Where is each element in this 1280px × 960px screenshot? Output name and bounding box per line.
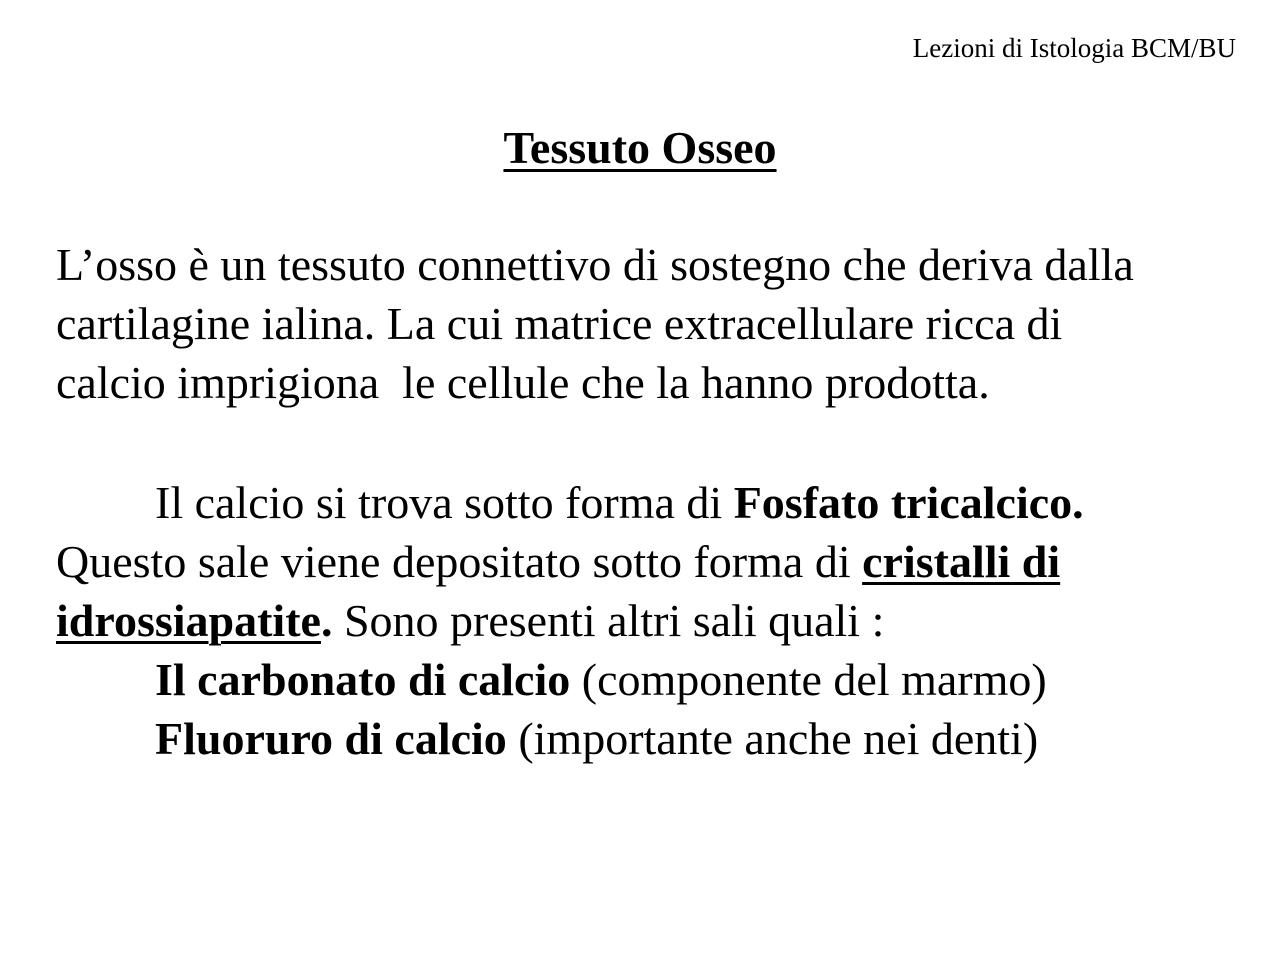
salt-name: Fluoruro di calcio bbox=[155, 713, 507, 764]
intro-line-1: L’osso è un tessuto connettivo di sostegno che deriva dalla bbox=[56, 239, 1134, 290]
salt-note: (componente del marmo) bbox=[570, 654, 1047, 705]
calcium-line-1 bbox=[56, 473, 1256, 532]
calcium-line-1-text: Il calcio si trova sotto forma di bbox=[155, 477, 734, 528]
salt-note: (importante anche nei denti) bbox=[506, 713, 1039, 764]
calcium-paragraph bbox=[56, 473, 1256, 768]
course-header: Lezioni di Istologia BCM/BU bbox=[912, 33, 1236, 63]
slide-title-text: Tessuto Osseo bbox=[503, 122, 777, 173]
calcium-line-2-text: Questo sale viene depositato sotto forma di bbox=[56, 536, 863, 587]
idrossiapatite-period: . bbox=[320, 595, 333, 646]
idrossiapatite-term: idrossiapatite bbox=[56, 595, 321, 646]
intro-line-3: calcio imprigiona le cellule che la hanno prodotta. bbox=[56, 357, 990, 408]
calcium-line-3-text: Sono presenti altri sali quali : bbox=[332, 595, 885, 646]
cristalli-term: cristalli di bbox=[862, 536, 1061, 587]
intro-line-2: cartilagine ialina. La cui matrice extracellulare ricca di bbox=[56, 298, 1063, 349]
slide-title bbox=[0, 120, 1280, 176]
intro-paragraph bbox=[56, 235, 1256, 412]
salt-item bbox=[56, 709, 1256, 768]
fosfato-tricalcico-term: Fosfato tricalcico. bbox=[733, 477, 1084, 528]
calcium-line-3 bbox=[56, 591, 1256, 650]
salt-name: Il carbonato di calcio bbox=[155, 654, 571, 705]
salt-item bbox=[56, 650, 1256, 709]
calcium-line-2 bbox=[56, 532, 1256, 591]
